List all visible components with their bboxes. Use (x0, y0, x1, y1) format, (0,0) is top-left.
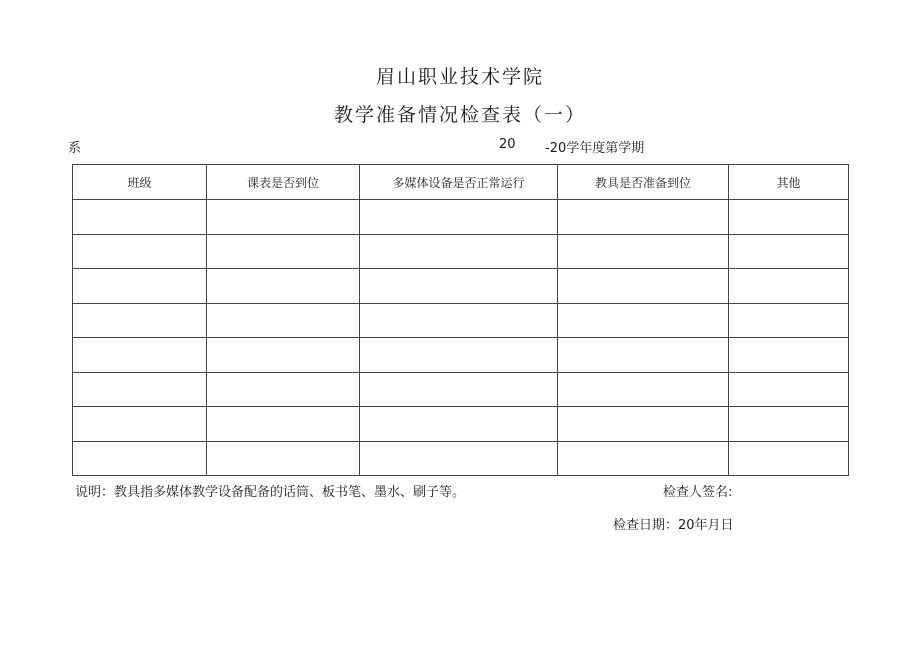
table-cell[interactable] (360, 372, 558, 407)
table-row (73, 303, 849, 338)
table-cell[interactable] (360, 269, 558, 304)
table-cell[interactable] (558, 303, 729, 338)
table-cell[interactable] (360, 303, 558, 338)
table-cell[interactable] (558, 200, 729, 235)
inspection-table (72, 164, 849, 476)
table-cell[interactable] (73, 441, 207, 476)
column-header-schedule: 课表是否到位 (207, 165, 360, 200)
table-cell[interactable] (729, 303, 849, 338)
column-header-other: 其他 (729, 165, 849, 200)
column-header-teaching-aids: 教具是否准备到位 (558, 165, 729, 200)
table-cell[interactable] (360, 200, 558, 235)
inspection-date-label: 检查日期：20年月日 (613, 518, 734, 533)
table-cell[interactable] (729, 407, 849, 442)
explanation-note: 说明：教具指多媒体教学设备配备的话筒、板书笔、墨水、刷子等。 (75, 485, 466, 500)
table-cell[interactable] (729, 338, 849, 373)
table-cell[interactable] (207, 200, 360, 235)
table-row (73, 407, 849, 442)
table-row (73, 269, 849, 304)
form-title: 教学准备情况检查表（一） (333, 104, 586, 126)
table-cell[interactable] (729, 372, 849, 407)
table-cell[interactable] (729, 441, 849, 476)
table-row (73, 372, 849, 407)
table-row (73, 234, 849, 269)
table-cell[interactable] (73, 303, 207, 338)
table-cell[interactable] (73, 338, 207, 373)
inspector-signature-label: 检查人签名: (663, 485, 733, 500)
table-cell[interactable] (558, 338, 729, 373)
table-cell[interactable] (558, 234, 729, 269)
table-row (73, 338, 849, 373)
table-cell[interactable] (73, 372, 207, 407)
table-row (73, 441, 849, 476)
department-label: 系 (68, 141, 82, 156)
table-cell[interactable] (360, 407, 558, 442)
table-cell[interactable] (207, 338, 360, 373)
table-header-row (73, 165, 849, 200)
column-header-class: 班级 (73, 165, 207, 200)
table-cell[interactable] (729, 234, 849, 269)
table-cell[interactable] (558, 269, 729, 304)
table-cell[interactable] (73, 234, 207, 269)
table-cell[interactable] (207, 303, 360, 338)
table-cell[interactable] (360, 338, 558, 373)
table-cell[interactable] (729, 269, 849, 304)
academic-term-label: -20学年度第学期 (545, 141, 645, 156)
table-cell[interactable] (73, 269, 207, 304)
column-header-multimedia: 多媒体设备是否正常运行 (360, 165, 558, 200)
table-cell[interactable] (558, 441, 729, 476)
table-cell[interactable] (558, 372, 729, 407)
table-cell[interactable] (73, 200, 207, 235)
table-cell[interactable] (360, 234, 558, 269)
table-cell[interactable] (207, 234, 360, 269)
table-row (73, 200, 849, 235)
table-cell[interactable] (360, 441, 558, 476)
table-cell[interactable] (73, 407, 207, 442)
table-cell[interactable] (729, 200, 849, 235)
table-cell[interactable] (558, 407, 729, 442)
table-cell[interactable] (207, 407, 360, 442)
table-cell[interactable] (207, 372, 360, 407)
school-name: 眉山职业技术学院 (375, 66, 544, 88)
year-start: 20 (499, 137, 516, 152)
table-cell[interactable] (207, 269, 360, 304)
table-cell[interactable] (207, 441, 360, 476)
